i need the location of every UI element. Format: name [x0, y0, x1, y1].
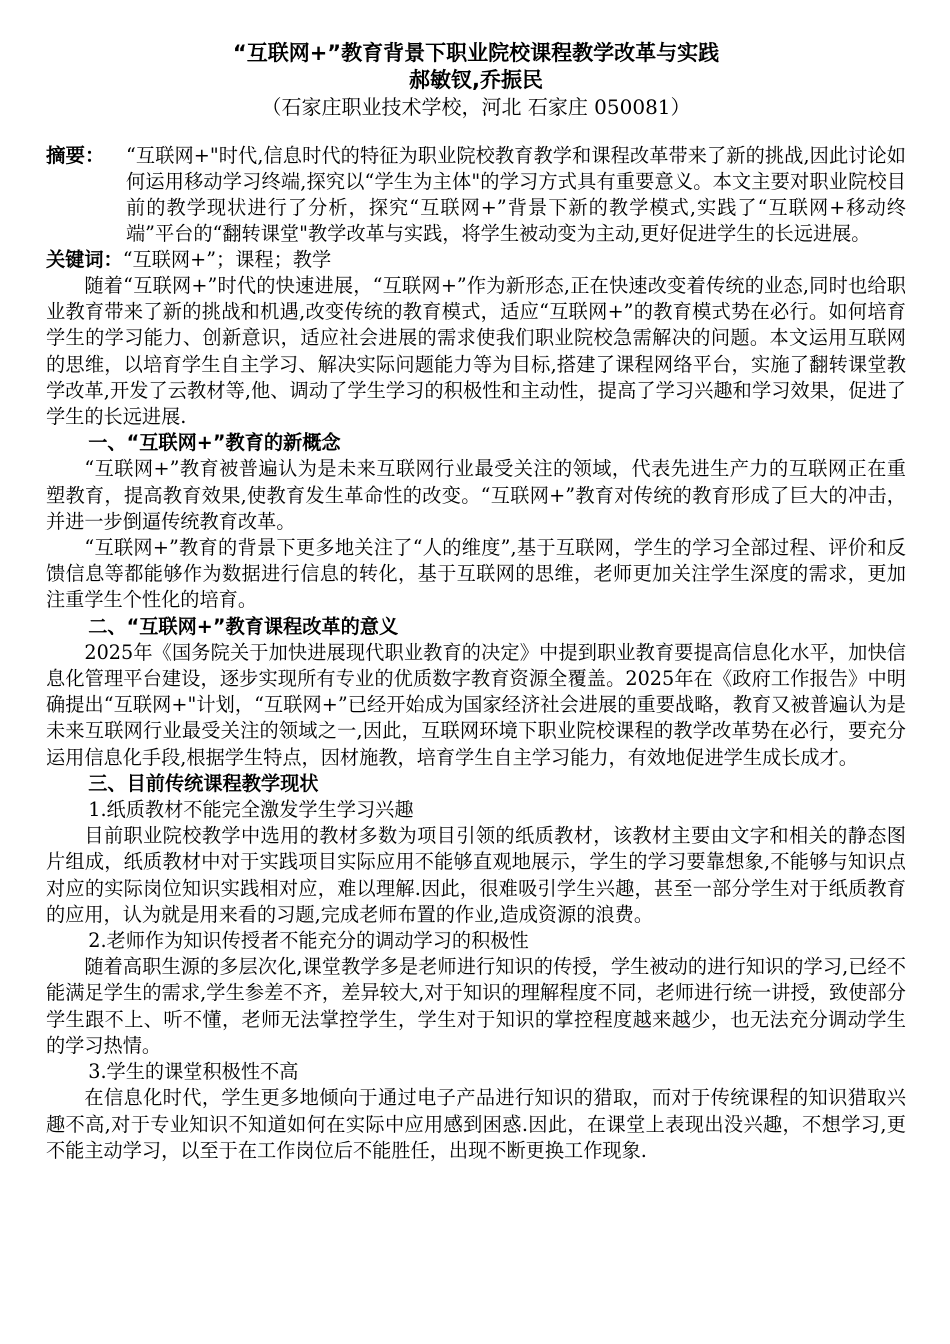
- abstract-block: [46, 143, 906, 247]
- paper-affiliation: （石家庄职业技术学校，河北 石家庄 050081）: [261, 95, 691, 119]
- subsection-1-paragraph: 目前职业院校教学中选用的教材多数为项目引领的纸质教材，该教材主要由文字和相关的静态图片组成，纸质教材中对于实践项目实际应用不能够直观地展示，学生的学习要靠想象,不能够与知识点对应的实际岗位知识实践相对应，难以理解.因此，很难吸引学生兴趣，甚至一部分学生对于纸质教育的应用，认为就是用来看的习题,完成老师布置的作业,造成资源的浪费。: [46, 824, 906, 926]
- keywords-text: “互联网+”；课程；教学: [122, 248, 332, 271]
- abstract-text: “互联网+"时代,信息时代的特征为职业院校教育教学和课程改革带来了新的挑战,因此讨论如何运用移动学习终端,探究以“学生为主体"的学习方式具有重要意义。本文主要对职业院校目前的教学现状进行了分析，探究“互联网+”背景下新的教学模式,实践了“互联网+移动终端”平台的“翻转课堂"教学改革与实践，将学生被动变为主动,更好促进学生的长远进展。: [126, 144, 906, 245]
- subsection-heading-2: 2.老师作为知识传授者不能充分的调动学习的积极性: [88, 929, 529, 953]
- abstract-label: 摘要：: [46, 144, 105, 167]
- section-heading-2: 二、“互联网+”教育课程改革的意义: [88, 614, 399, 638]
- paper-title: “互联网+”教育背景下职业院校课程教学改革与实践: [232, 41, 720, 65]
- paper-authors: 郝敏钗,乔振民: [409, 68, 543, 92]
- section-1-paragraph-1: “互联网+”教育被普遍认为是未来互联网行业最受关注的领域，代表先进生产力的互联网正在重塑教育，提高教育效果,使教育发生革命性的改变。“互联网+”教育对传统的教育形成了巨大的冲击，并进一步倒逼传统教育改革。: [46, 457, 906, 533]
- section-1-paragraph-2: “互联网+”教育的背景下更多地关注了“人的维度”,基于互联网，学生的学习全部过程、评价和反馈信息等都能够作为数据进行信息的转化，基于互联网的思维，老师更加关注学生深度的需求，更加注重学生个性化的培育。: [46, 536, 906, 612]
- subsection-2-paragraph: 随着高职生源的多层次化,课堂教学多是老师进行知识的传授，学生被动的进行知识的学习,已经不能满足学生的需求,学生参差不齐，差异较大,对于知识的理解程度不同，老师进行统一讲授，致使部分学生跟不上、听不懂，老师无法掌控学生，学生对于知识的掌控程度越来越少，也无法充分调动学生的学习热情。: [46, 955, 906, 1057]
- subsection-heading-3: 3.学生的课堂积极性不高: [88, 1060, 299, 1084]
- subsection-heading-1: 1.纸质教材不能完全激发学生学习兴趣: [88, 798, 414, 822]
- section-heading-1: 一、“互联网+”教育的新概念: [88, 431, 341, 455]
- section-2-paragraph-1: 2025年《国务院关于加快进展现代职业教育的决定》中提到职业教育要提高信息化水平，加快信息化管理平台建设，逐步实现所有专业的优质数字教育资源全覆盖。2025年在《政府工作报告》中明确提出“互联网+"计划，“互联网+”已经开始成为国家经济社会进展的重要战略，教育又被普遍认为是未来互联网行业最受关注的领域之一,因此，互联网环境下职业院校课程的教学改革势在必行，要充分运用信息化手段,根据学生特点，因材施教，培育学生自主学习能力，有效地促进学生成长成才。: [46, 640, 906, 769]
- keywords-label: 关键词：: [46, 248, 123, 271]
- section-heading-3: 三、目前传统课程教学现状: [88, 771, 319, 795]
- intro-paragraph: 随着“互联网+”时代的快速进展，“互联网+”作为新形态,正在快速改变着传统的业态,同时也给职业教育带来了新的挑战和机遇,改变传统的教育模式，适应“互联网+”的教育模式势在必行。如何培育学生的学习能力、创新意识，适应社会进展的需求使我们职业院校急需解决的问题。本文运用互联网的思维，以培育学生自主学习、解决实际问题能力等为目标,搭建了课程网络平台，实施了翻转课堂教学改革,开发了云教材等,他、调动了学生学习的积极性和主动性，提高了学习兴趣和学习效果，促进了学生的长远进展.: [46, 274, 906, 429]
- keywords-line: [46, 247, 906, 273]
- subsection-3-paragraph: 在信息化时代，学生更多地倾向于通过电子产品进行知识的猎取，而对于传统课程的知识猎取兴趣不高,对于专业知识不知道如何在实际中应用感到困惑.因此，在课堂上表现出没兴趣，不想学习,更不能主动学习，以至于在工作岗位后不能胜任，出现不断更换工作现象.: [46, 1086, 906, 1162]
